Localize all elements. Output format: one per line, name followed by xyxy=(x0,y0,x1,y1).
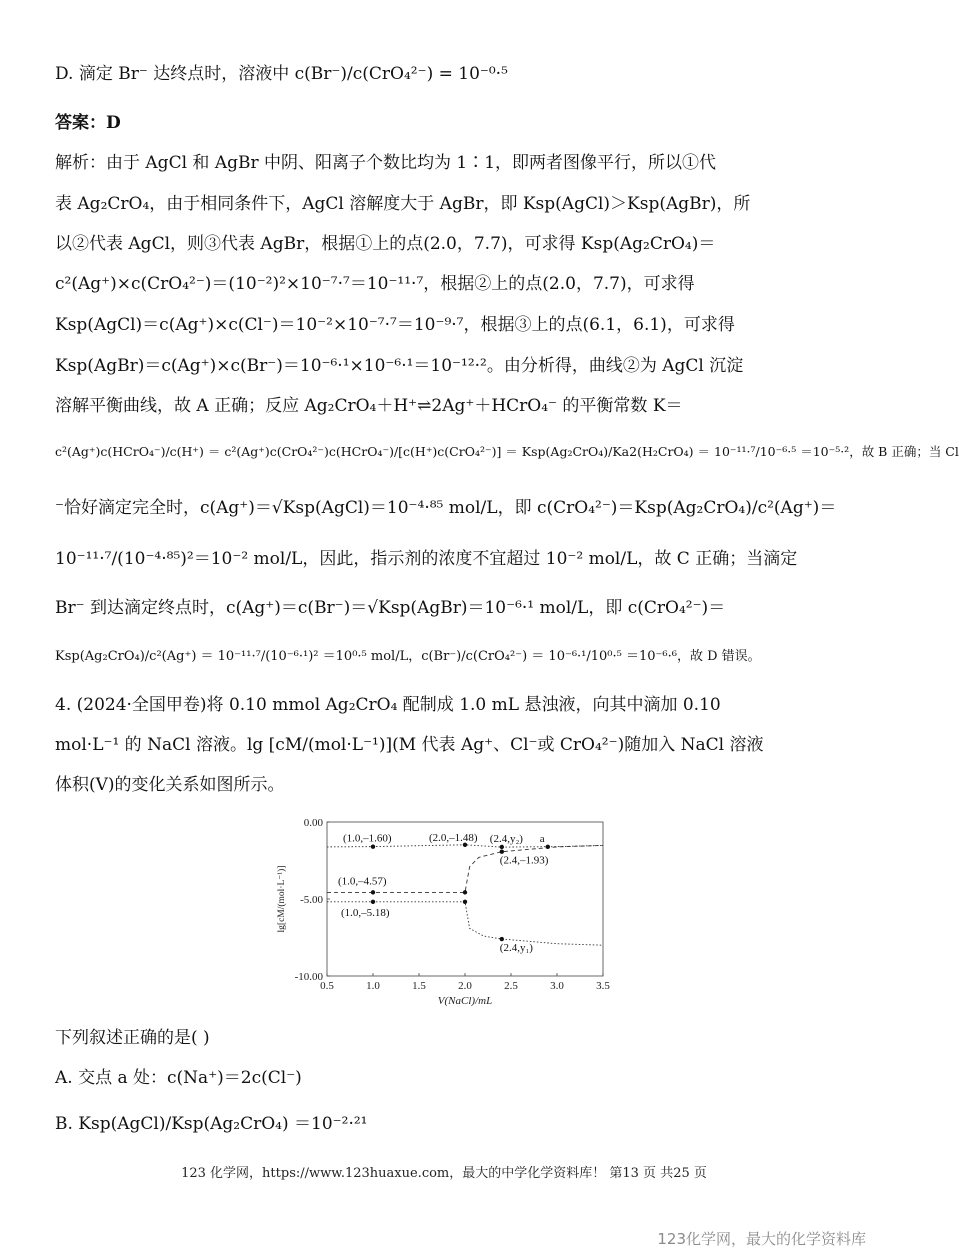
data-point xyxy=(371,844,375,848)
x-tick-label: 1.5 xyxy=(412,980,426,992)
x-axis-label: V(NaCl)/mL xyxy=(437,995,493,1007)
point-label: (1.0,–4.57) xyxy=(338,875,387,888)
analysis-line-12: Ksp(Ag₂CrO₄)/c²(Ag⁺) ＝ 10⁻¹¹·⁷/(10⁻⁶·¹)² ＝10⁰·⁵ mol/L，c(Br⁻)/c(CrO₄²⁻) ＝ 10⁻⁶·¹/10⁰·⁵ ＝10⁻⁶·⁶，故 D 错误。 xyxy=(55,649,761,664)
option-a-line: A. 交点 a 处：c(Na⁺)＝2c(Cl⁻) xyxy=(55,1068,302,1088)
data-point xyxy=(546,845,550,849)
point-label: (2.4,y₁) xyxy=(499,942,533,955)
analysis-line-8: c²(Ag⁺)c(HCrO₄⁻)/c(H⁺) ＝ c²(Ag⁺)c(CrO₄²⁻)c(HCrO₄⁻)/[c(H⁺)c(CrO₄²⁻)] ＝ Ksp(Ag₂CrO₄)/Ka2(H₂CrO₄) ＝ 10⁻¹¹·⁷/10⁻⁶·⁵ ＝10⁻⁵·²，故 B 正确；当 Cl xyxy=(55,444,959,459)
question-4-line-3: 体积(V)的变化关系如图所示。 xyxy=(55,775,285,795)
analysis-line-6: Ksp(AgBr)＝c(Ag⁺)×c(Br⁻)＝10⁻⁶·¹×10⁻⁶·¹＝10⁻¹²·²。由分析得，曲线②为 AgCl 沉淀 xyxy=(55,356,744,376)
analysis-line-4: c²(Ag⁺)×c(CrO₄²⁻)＝(10⁻²)²×10⁻⁷·⁷＝10⁻¹¹·⁷，根据②上的点(2.0，7.7)，可求得 xyxy=(55,274,695,294)
concentration-chart xyxy=(270,810,620,1015)
analysis-line-3: 以②代表 AgCl，则③代表 AgBr，根据①上的点(2.0，7.7)，可求得 Ksp(Ag₂CrO₄)＝ xyxy=(55,234,716,254)
data-point xyxy=(463,890,467,894)
data-point xyxy=(463,900,467,904)
data-point xyxy=(371,900,375,904)
y-tick-label: -10.00 xyxy=(294,971,323,983)
analysis-line-5: Ksp(AgCl)＝c(Ag⁺)×c(Cl⁻)＝10⁻²×10⁻⁷·⁷＝10⁻⁹·⁷，根据③上的点(6.1，6.1)，可求得 xyxy=(55,315,735,335)
question-stem-line: 下列叙述正确的是( ) xyxy=(55,1028,210,1048)
data-point xyxy=(371,890,375,894)
point-label: (2.4,y₂) xyxy=(489,832,523,845)
option-d-line: D. 滴定 Br⁻ 达终点时，溶液中 c(Br⁻)/c(CrO₄²⁻) = 10⁻⁰·⁵ xyxy=(55,64,508,84)
question-4-line-2: mol·L⁻¹ 的 NaCl 溶液。lg [cM/(mol·L⁻¹)](M 代表 Ag⁺、Cl⁻或 CrO₄²⁻)随加入 NaCl 溶液 xyxy=(55,735,764,755)
point-label: (1.0,–1.60) xyxy=(343,832,392,845)
point-label: (2.4,–1.93) xyxy=(499,854,549,867)
analysis-line-9: ⁻恰好滴定完全时，c(Ag⁺)＝√Ksp(AgCl)＝10⁻⁴·⁸⁵ mol/L，即 c(CrO₄²⁻)＝Ksp(Ag₂CrO₄)/c²(Ag⁺)＝ xyxy=(55,498,837,518)
option-b-line: B. Ksp(AgCl)/Ksp(Ag₂CrO₄) ＝10⁻²·²¹ xyxy=(55,1114,368,1134)
data-point xyxy=(500,937,504,941)
x-tick-label: 3.0 xyxy=(550,980,564,992)
data-point xyxy=(500,845,504,849)
analysis-line-10: 10⁻¹¹·⁷/(10⁻⁴·⁸⁵)²＝10⁻² mol/L，因此，指示剂的浓度不宜超过 10⁻² mol/L，故 C 正确；当滴定 xyxy=(55,549,798,569)
question-4-line-1: 4. (2024·全国甲卷)将 0.10 mmol Ag₂CrO₄ 配制成 1.0 mL 悬浊液，向其中滴加 0.10 xyxy=(55,695,721,715)
analysis-line-11: Br⁻ 到达滴定终点时，c(Ag⁺)＝c(Br⁻)＝√Ksp(AgBr)＝10⁻⁶·¹ mol/L，即 c(CrO₄²⁻)＝ xyxy=(55,598,726,618)
x-tick-label: 3.5 xyxy=(596,980,610,992)
point-label: (1.0,–5.18) xyxy=(341,906,390,919)
analysis-line-1: 解析：由于 AgCl 和 AgBr 中阴、阳离子个数比均为 1∶1，即两者图像平行，所以①代 xyxy=(55,153,717,173)
x-tick-label: 2.5 xyxy=(504,980,518,992)
analysis-line-7: 溶解平衡曲线，故 A 正确；反应 Ag₂CrO₄＋H⁺⇌2Ag⁺＋HCrO₄⁻ 的平衡常数 K＝ xyxy=(55,396,683,416)
watermark: 123化学网，最大的化学资料库 xyxy=(657,1230,866,1248)
x-tick-label: 2.0 xyxy=(458,980,472,992)
answer-line: 答案：D xyxy=(55,113,121,133)
y-tick-label: -5.00 xyxy=(300,894,323,906)
page-footer: 123 化学网，https://www.123huaxue.com，最大的中学化学资料库！ 第13 页 共25 页 xyxy=(181,1166,707,1181)
point-label: a xyxy=(539,832,545,845)
data-point xyxy=(500,850,504,854)
y-axis-label: lg[cM/(mol·L⁻¹)] xyxy=(277,865,287,933)
x-tick-label: 0.5 xyxy=(320,980,334,992)
x-tick-label: 1.0 xyxy=(366,980,380,992)
analysis-line-2: 表 Ag₂CrO₄，由于相同条件下，AgCl 溶解度大于 AgBr，即 Ksp(AgCl)＞Ksp(AgBr)，所 xyxy=(55,194,751,214)
y-tick-label: 0.00 xyxy=(303,817,323,829)
point-label: (2.0,–1.48) xyxy=(429,831,478,844)
